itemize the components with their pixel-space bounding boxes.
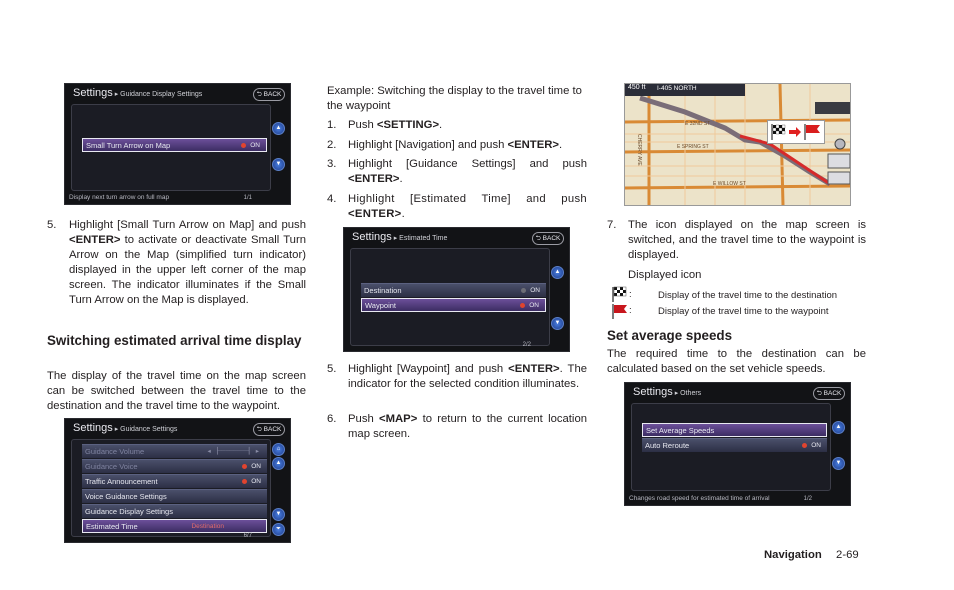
settings-pane	[350, 248, 550, 346]
screenshot-map	[624, 83, 851, 206]
indicator-on: ON	[241, 139, 260, 153]
step-2: 2. Highlight [Navigation] and push <ENTER>.	[327, 139, 563, 151]
hint-text: Changes road speed for estimated time of arrival	[629, 495, 770, 502]
screen-title: Settings ▸ Estimated Time	[352, 231, 448, 243]
scroll-up-button[interactable]: ▲	[272, 457, 285, 470]
page-indicator: 2/2	[522, 342, 531, 348]
menu-row-auto-reroute[interactable]: Auto Reroute ON	[642, 438, 827, 452]
scroll-down-button[interactable]: ▼	[272, 508, 285, 521]
key-enter: <ENTER>	[508, 363, 560, 375]
map-street-label: E 32ND ST	[685, 121, 711, 127]
menu-row-traffic-announcement[interactable]: Traffic Announcement ON	[82, 474, 267, 488]
back-button[interactable]: ⮌ BACK	[253, 88, 285, 101]
heading-set-average-speeds: Set average speeds	[607, 328, 733, 343]
key-enter: <ENTER>	[69, 234, 121, 246]
settings-pane	[631, 403, 831, 491]
menu-row-guidance-voice[interactable]: Guidance Voice ON	[82, 459, 267, 473]
scroll-end-button[interactable]: ⏷	[272, 523, 285, 536]
screenshot-estimated-time	[343, 227, 570, 352]
map-street-label: CHERRY AVE	[636, 134, 642, 166]
screenshot-guidance-settings	[64, 418, 291, 543]
step-5-col1	[47, 218, 306, 328]
back-button[interactable]: ⮌ BACK	[532, 232, 564, 245]
screen-title: Settings ▸ Guidance Display Settings	[73, 87, 203, 99]
back-button[interactable]: ⮌ BACK	[253, 423, 285, 436]
step-3: 3. Highlight [Guidance Settings] and push <ENTER>.	[327, 158, 587, 185]
map-street-label: E WILLOW ST	[713, 181, 746, 187]
indicator-on: ON	[242, 460, 261, 474]
menu-row-estimated-time[interactable]: Estimated Time Destination	[82, 519, 267, 533]
icon-switch-callout	[767, 120, 825, 144]
indicator-on: ON	[520, 299, 539, 313]
indicator-off: ON	[521, 284, 540, 298]
step-number: 5.	[47, 219, 57, 231]
map-street-label: E SPRING ST	[677, 144, 709, 150]
screenshot-others	[624, 382, 851, 506]
displayed-icon-label: Displayed icon	[628, 269, 702, 281]
step-7: 7. The icon displayed on the map screen is switched, and the travel time to the waypoint is displayed.	[607, 219, 866, 261]
scroll-up-button[interactable]: ▲	[832, 421, 845, 434]
footer	[764, 549, 859, 561]
page-number: 2-69	[836, 549, 859, 561]
settings-pane	[71, 439, 271, 537]
red-flag-icon	[611, 303, 629, 319]
legend-waypoint: Display of the travel time to the waypoint	[658, 306, 829, 317]
menu-row-guidance-volume[interactable]: Guidance Volume ◂ ▕┈┈┈┈┈┈┈┈▏ ▸	[82, 444, 267, 458]
menu-row-set-average-speeds[interactable]: Set Average Speeds	[642, 423, 827, 437]
menu-row-voice-guidance-settings[interactable]: Voice Guidance Settings	[82, 489, 267, 503]
home-button[interactable]: ⌂	[272, 443, 285, 456]
menu-row-guidance-display-settings[interactable]: Guidance Display Settings	[82, 504, 267, 518]
footer-section: Navigation	[764, 549, 822, 561]
step-5: 5. Highlight [Waypoint] and push <ENTER>. The indicator for the selected condition illuminates.	[327, 363, 588, 390]
scroll-down-button[interactable]: ▼	[551, 317, 564, 330]
menu-row-waypoint[interactable]: Waypoint ON	[361, 298, 546, 312]
legend-destination: Display of the travel time to the destination	[658, 290, 838, 301]
key-enter: <ENTER>	[348, 173, 400, 185]
indicator-on: ON	[802, 439, 821, 453]
screenshot-guidance-display-settings	[64, 83, 291, 205]
screen-title: Settings ▸ Guidance Settings	[73, 422, 178, 434]
step-text: Highlight [Small Turn Arrow on Map] and push <ENTER> to activate or deactivate Small Turn Arrow on the Map (simplified turn indicator) displayed in the upper left corner of the map screen. The indicator illuminates if the Small Turn Arrow on the Map is displayed.	[69, 219, 307, 306]
hint-text: Display next turn arrow on full map	[69, 194, 170, 201]
back-button[interactable]: ⮌ BACK	[813, 387, 845, 400]
scroll-down-button[interactable]: ▼	[832, 457, 845, 470]
page-indicator: 1/2	[803, 496, 812, 502]
heading-switching-arrival: Switching estimated arrival time display	[47, 333, 302, 348]
settings-pane	[71, 104, 271, 191]
menu-row-destination[interactable]: Destination ON	[361, 283, 546, 297]
paragraph-average-speeds: The required time to the destination can be calculated based on the set vehicle speeds.	[607, 348, 866, 375]
paragraph-switching: The display of the travel time on the map screen can be switched between the travel time to the destination and the travel time to the waypoint.	[47, 370, 306, 412]
key-enter: <ENTER>	[348, 208, 402, 220]
estimated-time-value: Destination	[191, 523, 224, 530]
scroll-up-button[interactable]: ▲	[551, 266, 564, 279]
step-4: 4. Highlight [Estimated Time] and push <ENTER>.	[327, 193, 587, 220]
checkered-flag-icon	[611, 286, 629, 302]
screen-title: Settings ▸ Others	[633, 386, 702, 398]
example-intro: Example: Switching the display to the travel time to the waypoint	[327, 85, 582, 112]
key-enter: <ENTER>	[507, 139, 559, 151]
key-map: <MAP>	[379, 413, 418, 425]
menu-row-small-turn-arrow[interactable]: Small Turn Arrow on Map ON	[82, 138, 267, 152]
scroll-down-button[interactable]: ▼	[272, 158, 285, 171]
map-road-name: I-405 NORTH	[657, 85, 697, 92]
map-scale: 450 ft	[628, 84, 646, 91]
page-indicator: 6/7	[243, 533, 252, 539]
key-setting: <SETTING>	[376, 119, 440, 131]
step-6: 6. Push <MAP> to return to the current location map screen.	[327, 413, 588, 440]
scroll-up-button[interactable]: ▲	[272, 122, 285, 135]
page-indicator: 1/1	[243, 195, 252, 201]
step-1: 1. Push <SETTING>.	[327, 119, 443, 131]
indicator-on: ON	[242, 475, 261, 489]
